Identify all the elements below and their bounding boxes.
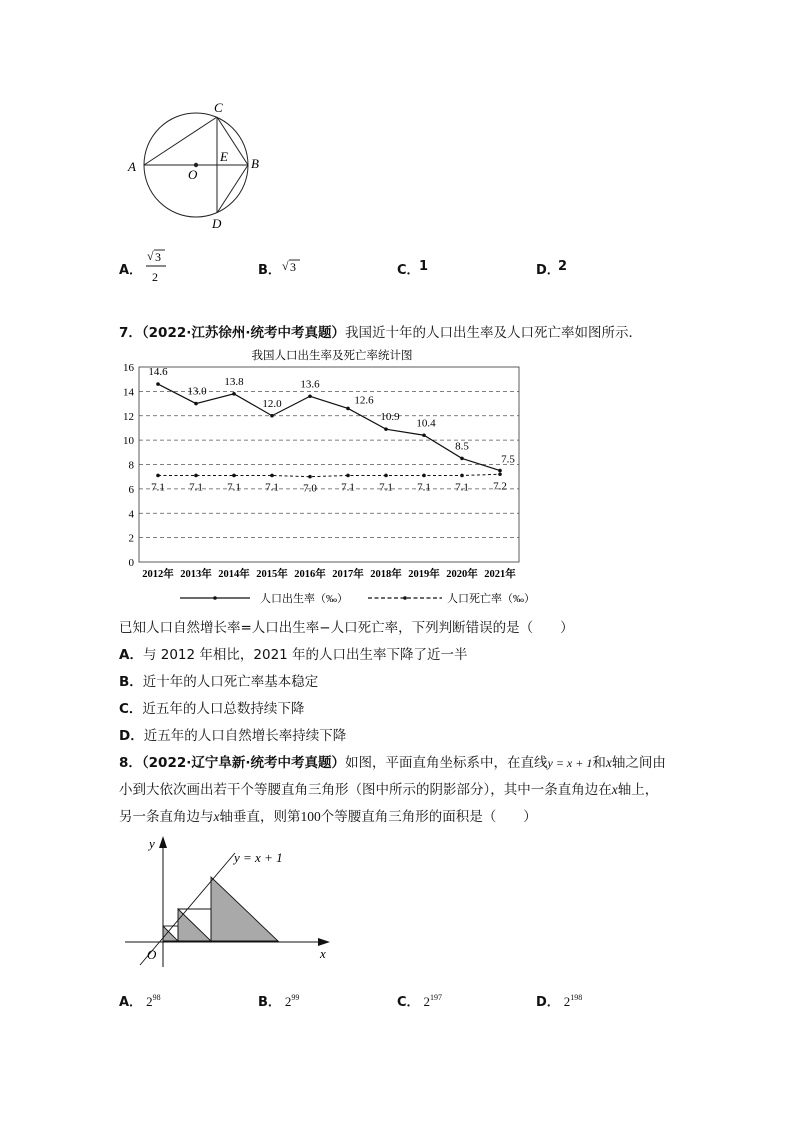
q7-option-d: D．近五年的人口自然增长率持续下降: [119, 728, 347, 744]
birth-rate-point: [460, 457, 464, 461]
y-tick-label: 12: [123, 410, 134, 423]
q6-label-b: B: [251, 156, 259, 171]
death-rate-label: 7.1: [189, 481, 203, 494]
x-tick-label: 2015年: [256, 569, 288, 580]
q6-option-b-letter: B．: [258, 263, 281, 278]
origin-label: O: [147, 947, 157, 962]
death-rate-label: 7.1: [379, 481, 393, 494]
birth-rate-label: 10.9: [380, 411, 400, 424]
legend-marker-death: [403, 596, 407, 600]
death-rate-point: [308, 475, 312, 479]
y-tick-label: 2: [128, 532, 134, 545]
death-rate-label: 7.2: [493, 480, 507, 493]
q8-line-2: 小到大依次画出若干个等腰直角三角形（图中所示的阴影部分），其中一条直角边在x轴上，: [119, 782, 659, 798]
q7-option-c: C．近五年的人口总数持续下降: [119, 701, 305, 717]
x-tick-label: 2016年: [294, 569, 326, 580]
birth-rate-point: [156, 382, 160, 386]
death-rate-point: [460, 474, 464, 478]
q7-question: 已知人口自然增长率=人口出生率−人口死亡率，下列判断错误的是（ ）: [119, 620, 574, 636]
q7-option-a: A．与 2012 年相比，2021 年的人口出生率下降了近一半: [119, 647, 468, 663]
q7-stem: 我国近十年的人口出生率及人口死亡率如图所示．: [345, 325, 642, 341]
legend-label-death: 人口死亡率（‰）: [447, 593, 535, 605]
x-tick-label: 2012年: [142, 569, 174, 580]
q6-option-d-value: 2: [558, 259, 568, 274]
y-tick-label: 16: [123, 362, 134, 374]
birth-rate-label: 13.8: [224, 375, 244, 388]
q7-number: 7．: [119, 325, 142, 341]
legend-marker-birth: [213, 596, 217, 600]
q8-figure: [120, 832, 340, 967]
q7-chart: [110, 342, 560, 610]
series-line-death-rate: [158, 474, 500, 476]
birth-rate-label: 13.6: [300, 378, 320, 391]
q6-label-a: A: [128, 159, 136, 174]
q6-option-a-den: 2: [152, 270, 158, 284]
svg-text:√: √: [282, 259, 289, 273]
y-axis-label: y: [149, 836, 155, 851]
x-tick-label: 2020年: [446, 569, 478, 580]
q6-option-b-value: [281, 254, 303, 276]
q8-line-1: 8．（2022·辽宁阜新·统考中考真题）如图，平面直角坐标系中，在直线y = x + 1和x轴之间由: [119, 755, 666, 771]
q8-option-a: A． $2^{98}$: [119, 993, 161, 1010]
birth-rate-label: 12.0: [262, 397, 282, 410]
birth-rate-point: [498, 469, 502, 473]
birth-rate-point: [384, 427, 388, 431]
birth-rate-point: [232, 392, 236, 396]
legend-label-birth: 人口出生率（‰）: [260, 593, 348, 605]
birth-rate-point: [194, 402, 198, 406]
y-tick-label: 10: [123, 435, 134, 448]
triangle-3: [211, 877, 278, 941]
y-tick-label: 4: [128, 508, 134, 521]
death-rate-point: [346, 474, 350, 478]
series-line-birth-rate: [158, 384, 500, 471]
q6-option-c-letter: C．: [397, 263, 420, 278]
q7-source: （2022·江苏徐州·统考中考真题）: [141, 325, 345, 341]
death-rate-point: [498, 472, 502, 476]
death-rate-point: [194, 474, 198, 478]
death-rate-point: [232, 474, 236, 478]
death-rate-label: 7.1: [151, 481, 165, 494]
chart-title: 我国人口出生率及死亡率统计图: [251, 350, 413, 362]
death-rate-point: [422, 474, 426, 478]
q8-option-d: D． $2^{198}$: [536, 993, 583, 1010]
x-axis-arrow: [318, 938, 330, 946]
q6-option-a-letter: A．: [119, 263, 143, 278]
q6-option-b-rad: 3: [290, 260, 296, 274]
death-rate-label: 7.1: [227, 481, 241, 494]
q6-label-o: O: [188, 167, 198, 182]
birth-rate-point: [346, 407, 350, 411]
y-tick-label: 8: [128, 459, 134, 472]
x-tick-label: 2019年: [408, 569, 440, 580]
death-rate-point: [156, 474, 160, 478]
line-label: y = x + 1: [234, 850, 283, 865]
q6-option-c-value: 1: [419, 259, 429, 274]
birth-rate-point: [308, 394, 312, 398]
q6-option-a-num: 3: [155, 250, 161, 264]
y-axis-arrow: [159, 836, 167, 848]
death-rate-point: [270, 474, 274, 478]
x-axis-label: x: [320, 946, 326, 961]
death-rate-label: 7.1: [341, 481, 355, 494]
x-tick-label: 2021年: [484, 569, 516, 580]
triangle-1: [163, 926, 178, 941]
q6-label-c: C: [214, 100, 223, 115]
q6-option-a-fraction: [143, 246, 169, 286]
q6-option-d-letter: D．: [536, 263, 560, 278]
birth-rate-label: 8.5: [455, 440, 469, 453]
birth-rate-point: [270, 414, 274, 418]
q6-chord-ac: [144, 117, 217, 165]
birth-rate-label: 14.6: [148, 366, 168, 379]
q8-option-c: C． $2^{197}$: [397, 993, 443, 1010]
x-tick-label: 2017年: [332, 569, 364, 580]
q8-line-3: 另一条直角边与x轴垂直，则第100个等腰直角三角形的面积是（ ）: [119, 809, 537, 825]
y-tick-label: 0: [128, 557, 134, 569]
q7-stem-line: [119, 321, 642, 341]
death-rate-label: 7.1: [417, 481, 431, 494]
y-tick-label: 14: [123, 386, 134, 399]
q6-label-e: E: [220, 149, 228, 164]
q6-sqrt-sign: √: [147, 249, 154, 263]
death-rate-label: 7.1: [265, 481, 279, 494]
x-tick-label: 2018年: [370, 569, 402, 580]
death-rate-label: 7.0: [303, 482, 317, 495]
birth-rate-point: [422, 433, 426, 437]
q8-option-b: B． $2^{99}$: [258, 993, 300, 1010]
q7-option-b: B．近十年的人口死亡率基本稳定: [119, 674, 319, 690]
birth-rate-label: 13.0: [187, 385, 207, 398]
x-tick-label: 2014年: [218, 569, 250, 580]
death-rate-point: [384, 474, 388, 478]
birth-rate-label: 7.5: [501, 453, 515, 466]
death-rate-label: 7.1: [455, 481, 469, 494]
q6-chord-bd: [217, 165, 248, 213]
q8-equation-inline: y = x + 1: [547, 756, 593, 770]
birth-rate-label: 12.6: [354, 394, 374, 407]
x-tick-label: 2013年: [180, 569, 212, 580]
q6-circle-figure: [120, 95, 280, 240]
birth-rate-label: 10.4: [416, 417, 436, 430]
y-tick-label: 6: [128, 483, 134, 496]
q6-label-d: D: [212, 216, 222, 231]
